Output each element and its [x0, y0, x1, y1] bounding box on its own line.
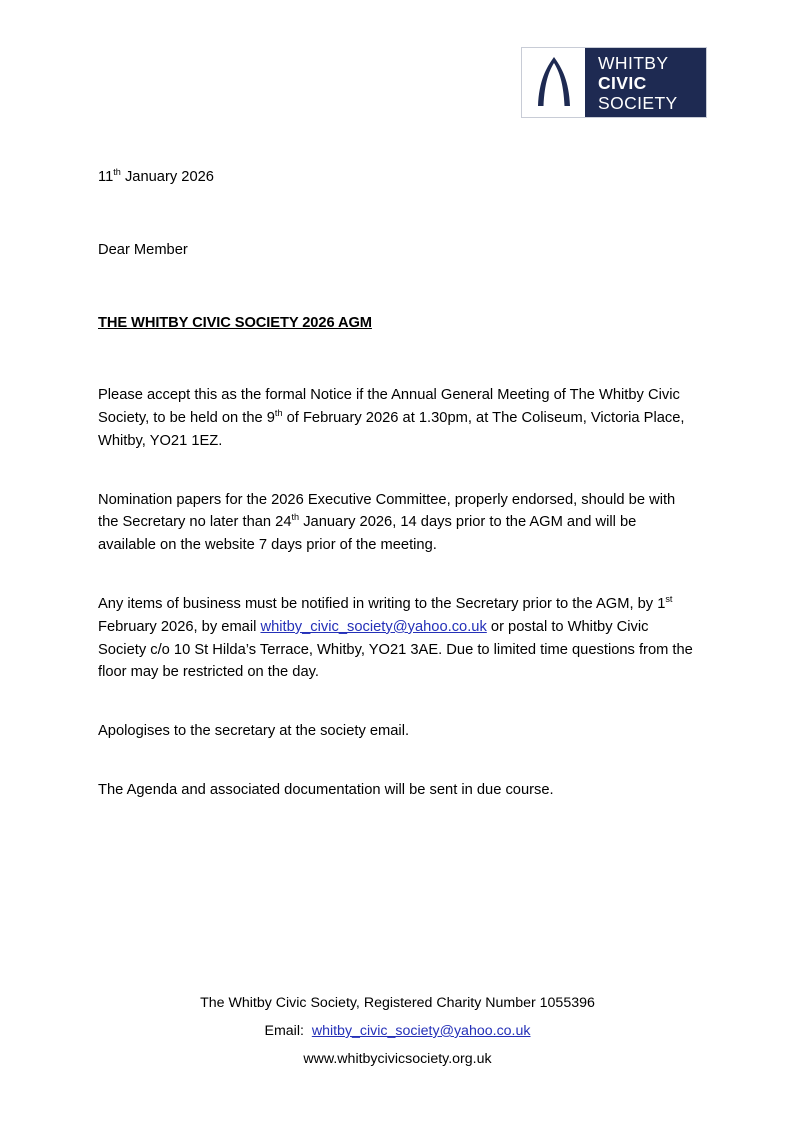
letter-date — [98, 166, 698, 189]
gothic-arch-icon — [522, 48, 585, 117]
footer-website: www.whitbycivicsociety.org.uk — [303, 1050, 492, 1067]
whitby-civic-society-logo — [521, 47, 707, 118]
logo-line-whitby: WHITBY — [598, 52, 669, 73]
paragraph-notice — [98, 384, 698, 452]
paragraph-notice-part1: Please accept this as the formal Notice if the Annual General Meeting of The Whitby Civic Society, to be held on the 9 — [98, 387, 680, 427]
paragraph-nominations — [98, 489, 698, 557]
paragraph-business-items — [98, 593, 698, 684]
logo-line-society: SOCIETY — [598, 92, 678, 113]
body-email-link[interactable]: whitby_civic_society@yahoo.co.uk — [260, 618, 487, 635]
salutation: Dear Member — [98, 241, 188, 258]
paragraph-business-part2: February 2026, by email — [98, 618, 261, 635]
footer-charity-line: The Whitby Civic Society, Registered Charity Number 1055396 — [200, 995, 595, 1011]
logo-line-civic: CIVIC — [598, 72, 647, 93]
page-footer — [0, 990, 795, 1074]
date-month-year: January 2026 — [120, 169, 214, 185]
paragraph-nominations-part2: January 2026, 14 days prior to the AGM and will be available on the website 7 days prior of the meeting. — [98, 514, 637, 554]
letter-body — [98, 166, 698, 802]
footer-email-link[interactable]: whitby_civic_society@yahoo.co.uk — [311, 1022, 531, 1039]
date-day: 11 — [98, 169, 114, 185]
paragraph-apologies: Apologises to the secretary at the society email. — [98, 723, 410, 740]
paragraph-business-part1: Any items of business must be notified in writing to the Secretary prior to the AGM, by 1 — [98, 596, 666, 613]
footer-email-label: Email: — [264, 1022, 312, 1039]
paragraph-nominations-part1: Nomination papers for the 2026 Executive Committee, properly endorsed, should be with the Secretary no later than 24 — [98, 491, 676, 531]
paragraph-business-ordinal: st — [665, 594, 673, 605]
paragraph-business-part3: or postal to Whitby Civic Society c/o 10 St Hilda’s Terrace, Whitby, YO21 3AE. Due to limited time questions from the floor may be restricted on the day. — [98, 618, 693, 681]
footer-email-line — [0, 1018, 795, 1046]
paragraph-nominations-ordinal: th — [291, 512, 300, 523]
paragraph-notice-ordinal: th — [274, 408, 283, 419]
logo-wordmark — [585, 48, 706, 117]
date-ordinal-suffix: th — [113, 167, 121, 178]
paragraph-notice-part2: of February 2026 at 1.30pm, at The Coliseum, Victoria Place, Whitby, YO21 1EZ. — [98, 410, 685, 449]
letter-heading: THE WHITBY CIVIC SOCIETY 2026 AGM — [98, 314, 372, 331]
paragraph-agenda: The Agenda and associated documentation will be sent in due course. — [98, 781, 554, 798]
